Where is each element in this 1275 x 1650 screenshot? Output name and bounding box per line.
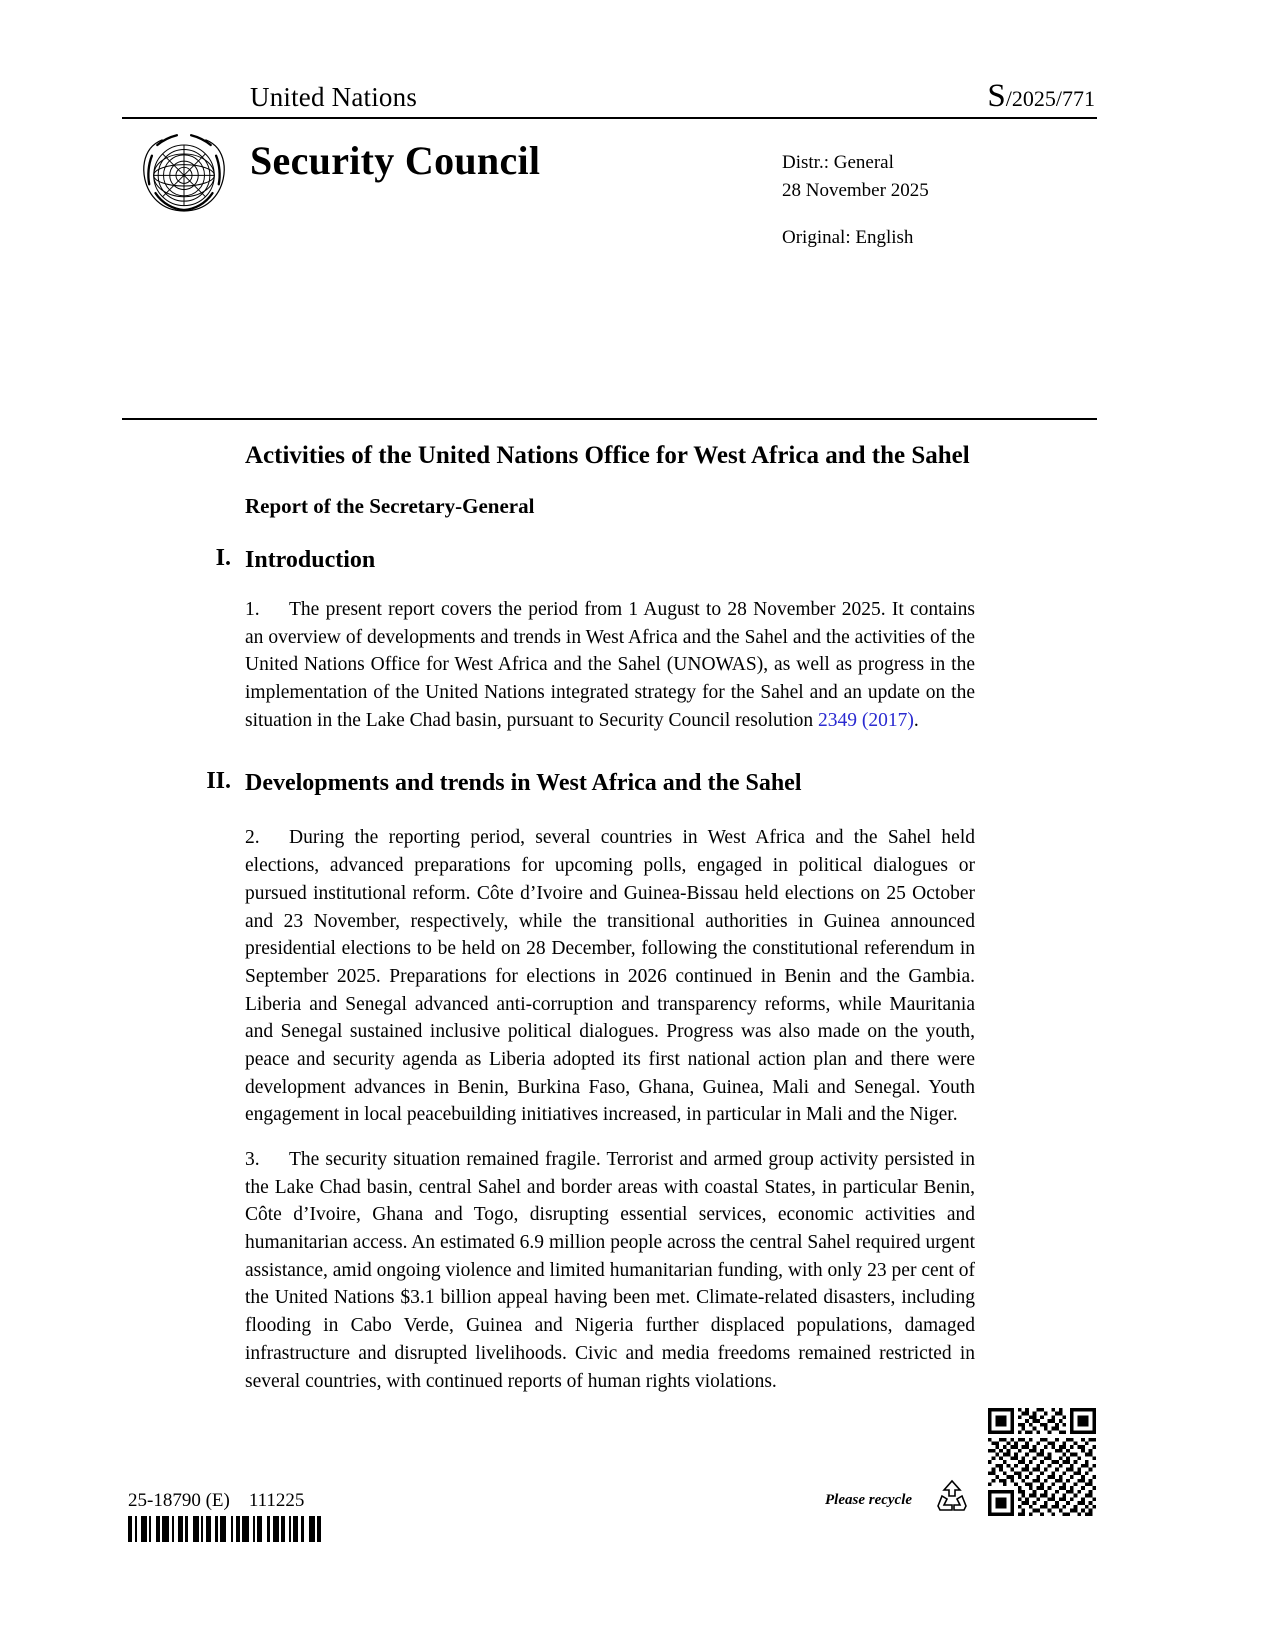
paragraph-number: 3. (245, 1149, 260, 1170)
paragraph-number: 2. (245, 827, 260, 849)
paragraph-1 (245, 596, 975, 734)
recycle-label: Please recycle (825, 1492, 913, 1508)
paragraph-text: During the reporting period, several countries in West Africa and the Sahel held elections, advanced preparations for upcoming polls, engaged in political dialogues or pursued institutional reform. Côte d’Ivoire and Guinea-Bissau held elections on 25 October and 23 November, respectively, while the transitional authorities in Guinea announced presidential elections to be held on 28 December, following the constitutional referendum in September 2025. Preparations for elections in 2026 continued in Benin and the Gambia. Liberia and Senegal advanced anti-corruption and transparency reforms, while Mauritania and Senegal sustained inclusive political dialogues. Progress was also made on the youth, peace and security agenda as Liberia adopted its first national action plan and there were development advances in Benin, Burkina Faso, Ghana, Guinea, Mali and Senegal. Youth engagement in local peacebuilding initiatives increased, in particular in Mali and the Niger. (245, 827, 975, 1126)
original-language: Original: English (782, 227, 914, 248)
qr-code (988, 1408, 1096, 1516)
document-symbol-prefix: S (987, 78, 1006, 114)
paragraph-text-tail: . (913, 709, 919, 731)
barcode (128, 1516, 333, 1542)
paragraph-number: 1. (245, 599, 260, 620)
section-developments (122, 768, 1097, 802)
paragraph-text: The present report covers the period from 1 August to 28 November 2025. It contains an overview of developments and trends in West Africa and the Sahel and the activities of the United Nations Office for West Africa and the Sahel (UNOWAS), as well as progress in the implementation of the United Nations integrated strategy for the Sahel and an update on the situation in the Lake Chad basin, pursuant to Security Council resolution (245, 599, 975, 731)
paragraph-3 (245, 1146, 975, 1395)
distribution-block (782, 149, 929, 204)
recycle-icon (932, 1478, 972, 1514)
paragraph-2 (245, 824, 975, 1129)
section-introduction (122, 545, 1097, 579)
distribution-label: Distr.: General (782, 152, 894, 173)
resolution-link[interactable]: 2349 (2017) (818, 709, 914, 731)
paragraph-text: The security situation remained fragile. Terrorist and armed group activity persisted in the Lake Chad basin, central Sahel and border areas with coastal States, in particular Benin, Côte d’Ivoire, Ghana and Togo, disrupting essential services, economic activities and humanitarian access. An estimated 6.9 million people across the central Sahel required urgent assistance, amid ongoing violence and limited humanitarian funding, with only 23 per cent of the United Nations $3.1 billion appeal having been met. Climate-related disasters, including flooding in Cabo Verde, Guinea and Nigeria further displaced populations, damaged infrastructure and disrupted livelihoods. Civic and media freedoms remained restricted in several countries, with continued reports of human rights violations. (245, 1149, 975, 1392)
masthead-body (122, 119, 1097, 309)
un-emblem-icon (130, 129, 238, 227)
organization-name: United Nations (250, 82, 418, 112)
section-number: II. (206, 768, 231, 795)
page-title: Activities of the United Nations Office for West Africa and the Sahel (245, 442, 970, 469)
section-title: Developments and trends in West Africa and the Sahel (245, 770, 802, 797)
document-date: 28 November 2025 (782, 179, 929, 201)
section-title: Introduction (245, 547, 376, 573)
organ-title: Security Council (250, 138, 541, 183)
document-symbol-rest: /2025/771 (1005, 86, 1095, 111)
section-number: I. (215, 545, 231, 571)
document-body (122, 432, 1097, 1395)
title-separator-rule (122, 418, 1097, 420)
document-symbol (987, 80, 1095, 113)
job-number: 25-18790 (E) 111225 (128, 1490, 305, 1511)
masthead-header-row (122, 80, 1097, 117)
page-subtitle: Report of the Secretary-General (245, 494, 535, 518)
masthead (122, 80, 1097, 309)
